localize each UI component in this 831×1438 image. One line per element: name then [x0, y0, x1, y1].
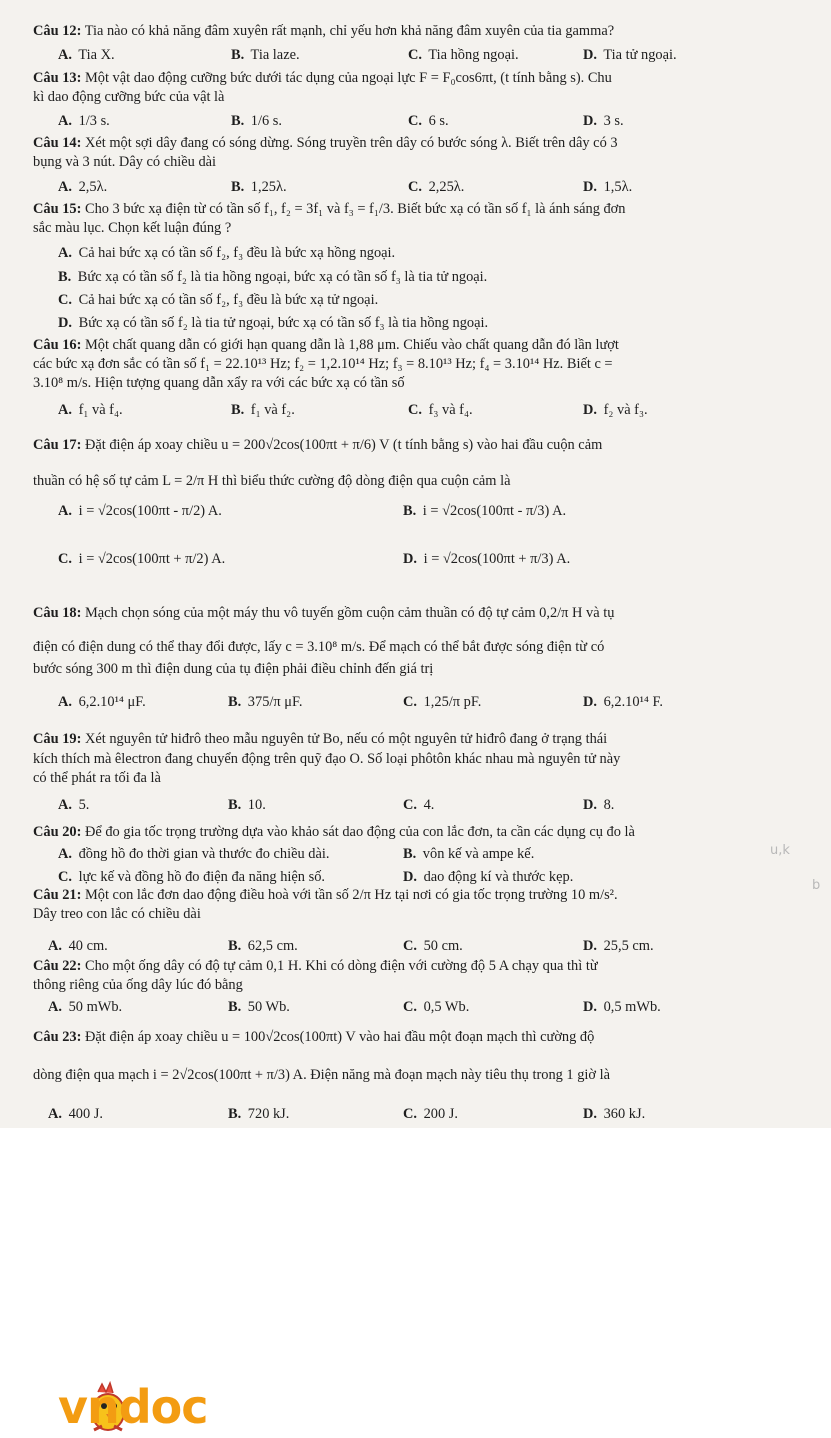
question-number: Câu 12:: [33, 23, 82, 39]
question-13-option-c[interactable]: C. 6 s.: [408, 113, 449, 129]
question-20-option-d[interactable]: D. dao động kí và thước kẹp.: [403, 869, 574, 885]
question-18-option-a[interactable]: A. 6,2.10¹⁴ μF.: [58, 694, 146, 710]
question-12-option-d[interactable]: D. Tia tử ngoại.: [583, 47, 677, 63]
question-19-option-c[interactable]: C. 4.: [403, 797, 435, 813]
question-23-option-a[interactable]: A. 400 J.: [48, 1106, 103, 1122]
question-number: Câu 16:: [33, 337, 82, 353]
question-14-option-c[interactable]: C. 2,25λ.: [408, 179, 465, 195]
margin-note: b: [812, 878, 821, 893]
question-16-option-d[interactable]: D. f₂ và f₃.: [583, 402, 648, 418]
question-number: Câu 15:: [33, 201, 82, 217]
question-20-option-b[interactable]: B. vôn kế và ampe kế.: [403, 846, 535, 862]
question-14-option-d[interactable]: D. 1,5λ.: [583, 179, 633, 195]
question-15-stem-line: Câu 15: Cho 3 bức xạ điện từ có tần số f₁, f₂ = 3f₁ và f₃ = f₁/3. Biết bức xạ có tần số f₁ là ánh sáng đơn: [33, 201, 626, 217]
question-19-option-a[interactable]: A. 5.: [58, 797, 90, 813]
question-number: Câu 14:: [33, 135, 82, 151]
question-17-option-d[interactable]: D. i = √2cos(100πt + π/3) A.: [403, 551, 571, 567]
question-23-option-c[interactable]: C. 200 J.: [403, 1106, 458, 1122]
question-number: Câu 17:: [33, 437, 82, 453]
question-14-stem-line: Câu 14: Xét một sợi dây đang có sóng dừng. Sóng truyền trên dây có bước sóng λ. Biết trên dây có 3: [33, 135, 618, 151]
question-13-option-a[interactable]: A. 1/3 s.: [58, 113, 110, 129]
question-22-option-d[interactable]: D. 0,5 mWb.: [583, 999, 661, 1015]
question-18-stem-line: bước sóng 300 m thì điện dung của tụ điện phải điều chỉnh đến giá trị: [33, 661, 434, 677]
question-20-option-c[interactable]: C. lực kế và đồng hồ đo điện đa năng hiện số.: [58, 869, 325, 885]
question-12-option-b[interactable]: B. Tia laze.: [231, 47, 300, 63]
question-23-option-d[interactable]: D. 360 kJ.: [583, 1106, 646, 1122]
question-18-stem-line: Câu 18: Mạch chọn sóng của một máy thu vô tuyến gồm cuộn cảm thuần có độ tự cảm 0,2/π H và tụ: [33, 605, 615, 621]
question-22-option-a[interactable]: A. 50 mWb.: [48, 999, 123, 1015]
question-19-option-b[interactable]: B. 10.: [228, 797, 266, 813]
question-16-stem-line: Câu 16: Một chất quang dẫn có giới hạn quang dẫn là 1,88 μm. Chiếu vào chất quang dẫn đó lần lượt: [33, 337, 619, 353]
question-23-stem-line: Câu 23: Đặt điện áp xoay chiều u = 100√2cos(100πt) V vào hai đầu một đoạn mạch thì cường độ: [33, 1029, 595, 1045]
question-17-stem-line: thuần có hệ số tự cảm L = 2/π H thì biểu thức cường độ dòng điện qua cuộn cảm là: [33, 473, 511, 489]
question-number: Câu 21:: [33, 887, 82, 903]
question-20-stem-line: Câu 20: Để đo gia tốc trọng trường dựa vào khảo sát dao động của con lắc đơn, ta cần các dụng cụ đo là: [33, 824, 635, 840]
question-12-option-c[interactable]: C. Tia hồng ngoại.: [408, 47, 519, 63]
question-19-stem-line: có thể phát ra tối đa là: [33, 770, 161, 786]
question-13-stem-line: Câu 13: Một vật dao động cưỡng bức dưới tác dụng của ngoại lực F = F₀cos6πt, (t tính bằng s). Chu: [33, 70, 612, 86]
question-18-option-d[interactable]: D. 6,2.10¹⁴ F.: [583, 694, 663, 710]
question-16-option-c[interactable]: C. f₃ và f₄.: [408, 402, 473, 418]
question-22-option-b[interactable]: B. 50 Wb.: [228, 999, 290, 1015]
question-21-option-d[interactable]: D. 25,5 cm.: [583, 938, 654, 954]
question-17-stem-line: Câu 17: Đặt điện áp xoay chiều u = 200√2cos(100πt + π/6) V (t tính bằng s) vào hai đầu cuộn cảm: [33, 437, 603, 453]
question-15-option-b[interactable]: B. Bức xạ có tần số f₂ là tia hồng ngoại, bức xạ có tần số f₃ là tia tử ngoại.: [58, 269, 488, 285]
question-22-stem-line: Câu 22: Cho một ống dây có độ tự cảm 0,1 H. Khi có dòng điện với cường độ 5 A chạy qua thì từ: [33, 958, 598, 974]
question-16-option-b[interactable]: B. f₁ và f₂.: [231, 402, 295, 418]
question-21-option-a[interactable]: A. 40 cm.: [48, 938, 108, 954]
question-21-stem-line: Câu 21: Một con lắc đơn dao động điều hoà với tần số 2/π Hz tại nơi có gia tốc trọng trường 10 m/s².: [33, 887, 618, 903]
question-20-option-a[interactable]: A. đồng hồ đo thời gian và thước đo chiều dài.: [58, 846, 330, 862]
question-18-option-b[interactable]: B. 375/π μF.: [228, 694, 303, 710]
question-18-option-c[interactable]: C. 1,25/π pF.: [403, 694, 482, 710]
question-16-option-a[interactable]: A. f₁ và f₄.: [58, 402, 123, 418]
question-14-option-a[interactable]: A. 2,5λ.: [58, 179, 108, 195]
question-17-option-a[interactable]: A. i = √2cos(100πt - π/2) A.: [58, 503, 222, 519]
question-number: Câu 23:: [33, 1029, 82, 1045]
question-21-option-b[interactable]: B. 62,5 cm.: [228, 938, 298, 954]
question-number: Câu 20:: [33, 824, 82, 840]
question-14-stem-line: bụng và 3 nút. Dây có chiều dài: [33, 154, 217, 170]
question-21-option-c[interactable]: C. 50 cm.: [403, 938, 463, 954]
question-15-option-a[interactable]: A. Cả hai bức xạ có tần số f₂, f₃ đều là bức xạ hồng ngoại.: [58, 245, 396, 261]
question-23-stem-line: dòng điện qua mạch i = 2√2cos(100πt + π/3) A. Điện năng mà đoạn mạch này tiêu thụ trong 1 giờ là: [33, 1067, 611, 1083]
question-14-option-b[interactable]: B. 1,25λ.: [231, 179, 287, 195]
question-13-option-d[interactable]: D. 3 s.: [583, 113, 624, 129]
question-19-option-d[interactable]: D. 8.: [583, 797, 615, 813]
vndoc-logo-text: vndoc: [58, 1380, 208, 1434]
question-15-option-c[interactable]: C. Cả hai bức xạ có tần số f₂, f₃ đều là bức xạ tử ngoại.: [58, 292, 379, 308]
question-number: Câu 18:: [33, 605, 82, 621]
margin-note: u,k: [770, 843, 790, 858]
question-22-stem-line: thông riêng của ống dây lúc đó bằng: [33, 977, 243, 993]
question-13-stem-line: kì dao động cưỡng bức của vật là: [33, 89, 225, 105]
question-22-option-c[interactable]: C. 0,5 Wb.: [403, 999, 470, 1015]
question-19-stem-line: kích thích mà êlectron đang chuyển động trên quỹ đạo O. Số loại phôtôn khác nhau mà nguyên tử này: [33, 751, 621, 767]
question-12-stem-line: Câu 12: Tia nào có khả năng đâm xuyên rất mạnh, chỉ yếu hơn khả năng đâm xuyên của tia gamma?: [33, 23, 615, 39]
question-number: Câu 19:: [33, 731, 82, 747]
question-13-option-b[interactable]: B. 1/6 s.: [231, 113, 282, 129]
question-17-option-b[interactable]: B. i = √2cos(100πt - π/3) A.: [403, 503, 567, 519]
question-15-option-d[interactable]: D. Bức xạ có tần số f₂ là tia tử ngoại, bức xạ có tần số f₃ là tia hồng ngoại.: [58, 315, 489, 331]
question-23-option-b[interactable]: B. 720 kJ.: [228, 1106, 290, 1122]
question-21-stem-line: Dây treo con lắc có chiều dài: [33, 906, 201, 922]
question-19-stem-line: Câu 19: Xét nguyên tử hiđrô theo mẫu nguyên tử Bo, nếu có một nguyên tử hiđrô đang ở trạng thái: [33, 731, 608, 747]
question-18-stem-line: điện có điện dung có thể thay đổi được, lấy c = 3.10⁸ m/s. Để mạch có thể bắt được sóng điện từ có: [33, 639, 605, 655]
question-16-stem-line: 3.10⁸ m/s. Hiện tượng quang dẫn xẩy ra với các bức xạ có tần số: [33, 375, 405, 391]
question-15-stem-line: sắc màu lục. Chọn kết luận đúng ?: [33, 220, 232, 236]
question-number: Câu 13:: [33, 70, 82, 86]
question-number: Câu 22:: [33, 958, 82, 974]
question-16-stem-line: các bức xạ đơn sắc có tần số f₁ = 22.10¹³ Hz; f₂ = 1,2.10¹⁴ Hz; f₃ = 8.10¹³ Hz; f₄ = 3.10¹⁴ Hz. Biết c =: [33, 356, 613, 372]
question-17-option-c[interactable]: C. i = √2cos(100πt + π/2) A.: [58, 551, 226, 567]
question-12-option-a[interactable]: A. Tia X.: [58, 47, 115, 63]
